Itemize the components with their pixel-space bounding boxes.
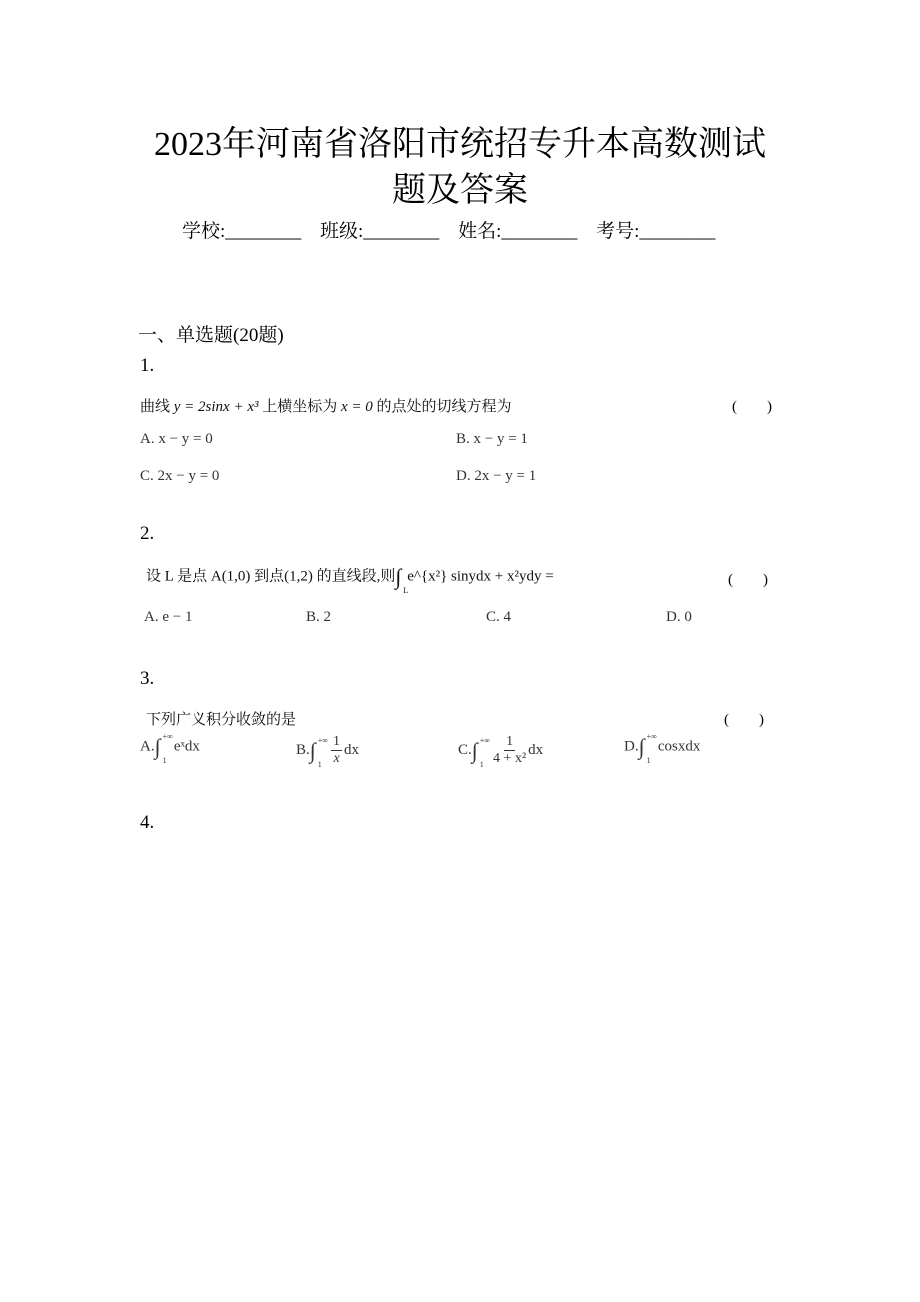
answer-paren: ( ) (724, 712, 764, 728)
answer-paren: ( ) (732, 399, 772, 415)
integral-upper: +∞ (646, 732, 657, 741)
question-number-1: 1. (140, 355, 155, 376)
fraction (493, 734, 526, 767)
name-field: 姓名:________ (458, 221, 578, 242)
integral-sign: ∫ +∞ 1 (309, 735, 328, 769)
option-label: A. (140, 738, 155, 755)
integral-lower: 1 (646, 756, 651, 765)
q2-option-a: A. e − 1 (144, 609, 193, 625)
stem-text: 的点处的切线方程为 (372, 399, 512, 415)
integral-sign: ∫ L (395, 564, 409, 595)
title-line-1: 2023年河南省洛阳市统招专升本高数测试 (154, 126, 766, 163)
q1-option-c: C. 2x − y = 0 (140, 468, 220, 484)
student-info (182, 216, 729, 243)
q3-option-d (624, 732, 701, 765)
integral-sign: ∫ +∞ 1 (638, 732, 657, 765)
integral-upper: +∞ (479, 735, 490, 745)
integrand: cosxdx (657, 738, 701, 755)
integral-sign: ∫ +∞ 1 (471, 735, 490, 769)
q3-option-a (140, 732, 200, 765)
numerator: 1 (333, 734, 341, 749)
integrand: eˣdx (173, 738, 200, 755)
answer-paren: ( ) (728, 572, 768, 588)
option-label: B. (296, 741, 310, 758)
q2-option-c: C. 4 (486, 609, 512, 625)
question-3-stem: 下列广义积分收敛的是 (146, 712, 297, 728)
title-line-2: 题及答案 (392, 172, 528, 209)
integral-sign: ∫ +∞ 1 (154, 732, 173, 765)
stem-text: 曲线 (140, 399, 174, 415)
q1-option-d: D. 2x − y = 1 (456, 468, 537, 484)
integral-upper: +∞ (317, 735, 328, 745)
stem-formula: e^{x²} sinydx + x²ydy = (407, 568, 554, 585)
integrand: dx (528, 741, 544, 758)
q2-option-b: B. 2 (306, 609, 332, 625)
question-2-stem (146, 564, 554, 595)
stem-formula: y = 2sinx + x³ (173, 399, 259, 415)
numerator: 1 (506, 734, 514, 749)
question-number-4: 4. (140, 812, 155, 833)
q1-option-b: B. x − y = 1 (456, 431, 528, 447)
integral-upper: +∞ (162, 732, 173, 741)
class-field: 班级:________ (320, 221, 440, 242)
stem-text: 上横坐标为 (258, 399, 342, 415)
stem-formula: x = 0 (341, 399, 373, 415)
integral-lower: L (403, 586, 409, 595)
integral-lower: 1 (317, 759, 322, 769)
integrand: dx (344, 741, 360, 758)
q3-option-c (458, 734, 543, 767)
option-label: D. (624, 738, 639, 755)
integral-lower: 1 (162, 756, 167, 765)
stem-text: 设 L 是点 A(1,0) 到点(1,2) 的直线段,则 (146, 568, 396, 585)
exam-number-field: 考号:________ (596, 221, 716, 242)
school-field: 学校:________ (182, 221, 302, 242)
denominator: 4 + x² (493, 751, 527, 766)
integral-lower: 1 (479, 759, 484, 769)
q2-option-d: D. 0 (666, 609, 692, 625)
section-heading: 一、单选题(20题) (138, 325, 284, 346)
q3-option-b (296, 734, 359, 767)
q1-option-a: A. x − y = 0 (140, 431, 213, 447)
question-number-3: 3. (140, 668, 155, 689)
fraction (331, 734, 342, 767)
option-label: C. (458, 741, 472, 758)
question-number-2: 2. (140, 523, 155, 544)
denominator: x (333, 751, 340, 766)
question-1-stem (140, 395, 512, 416)
